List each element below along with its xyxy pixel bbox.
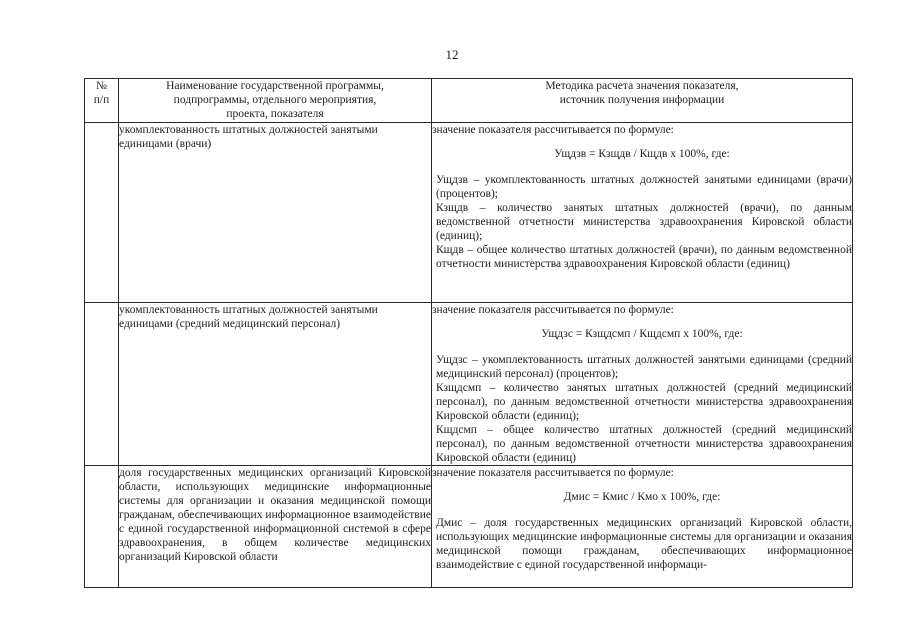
method-description	[432, 353, 852, 465]
indicator-name: доля государственных медицинских организаций Кировской области, использующих медицинские информационные системы для организации и оказания медицинской помощи гражданам, обеспечивающих информационное взаимодействие с единой государственной информационной системой в сфере здравоохранения, в общем количестве медицинских организаций Кировской области	[119, 467, 431, 563]
method-formula: Ущдзс = Кзщдсмп / Кщдсмп х 100%, где:	[541, 328, 743, 340]
method-intro: значение показателя рассчитывается по формуле:	[432, 467, 674, 479]
header-name	[119, 79, 432, 123]
row-number	[85, 123, 119, 303]
header-number	[85, 79, 119, 123]
page-number: 12	[445, 47, 459, 62]
row-number	[85, 466, 119, 588]
table-row	[85, 123, 853, 303]
indicator-name: укомплектованность штатных должностей занятыми единицами (средний медицинский персонал)	[119, 304, 378, 330]
description-line: Ущдзв – укомплектованность штатных должностей занятыми единицами (врачи) (процентов);	[436, 174, 852, 200]
description-line: Дмис – доля государственных медицинских организаций Кировской области, использующих медицинские информационные системы для организации и оказания медицинской помощи гражданам, обеспечивающих информационное взаимодействие с единой государственной информаци-	[436, 517, 852, 571]
header-method	[432, 79, 853, 123]
description-line: Кщдв – общее количество штатных должностей (врачи), по данным ведомственной отчетности министерства здравоохранения Кировской области (единиц)	[436, 244, 852, 270]
description-line: Кзщдсмп – количество занятых штатных должностей (средний медицинский персонал), по данным ведомственной отчетности министерства здравоохранения Кировской области (единиц);	[436, 382, 852, 422]
header-name-line: проекта, показателя	[226, 108, 324, 120]
indicator-name: укомплектованность штатных должностей занятыми единицами (врачи)	[119, 124, 378, 150]
method-intro: значение показателя рассчитывается по формуле:	[432, 124, 674, 136]
indicator-name-cell	[119, 303, 432, 466]
method-cell	[432, 466, 853, 588]
header-number-line: п/п	[93, 94, 110, 106]
header-method-line: Методика расчета значения показателя,	[545, 80, 739, 92]
header-number-line: №	[96, 80, 107, 92]
table-header-row	[85, 79, 853, 123]
indicator-table	[84, 78, 853, 588]
header-method-line: источник получения информации	[559, 94, 725, 106]
method-cell	[432, 123, 853, 303]
description-line: Кщдсмп – общее количество штатных должностей (средний медицинский персонал), по данным ведомственной отчетности министерства здравоохранения Кировской области (единиц)	[436, 424, 852, 464]
method-cell	[432, 303, 853, 466]
method-intro: значение показателя рассчитывается по формуле:	[432, 304, 674, 316]
method-description	[432, 173, 852, 271]
table-row	[85, 466, 853, 588]
row-number	[85, 303, 119, 466]
table-row	[85, 303, 853, 466]
indicator-name-cell	[119, 466, 432, 588]
header-name-line: подпрограммы, отдельного мероприятия,	[173, 94, 377, 106]
method-formula: Ущдзв = Кзщдв / Кщдв х 100%, где:	[554, 148, 730, 160]
description-line: Ущдзс – укомплектованность штатных должностей занятыми единицами (средний медицинский персонал) (процентов);	[436, 354, 852, 380]
method-formula: Дмис = Кмис / Кмо х 100%, где:	[563, 491, 721, 503]
indicator-name-cell	[119, 123, 432, 303]
method-description	[432, 516, 852, 572]
description-line: Кзщдв – количество занятых штатных должностей (врачи), по данным ведомственной отчетности министерства здравоохранения Кировской области (единиц);	[436, 202, 852, 242]
header-name-line: Наименование государственной программы,	[166, 80, 384, 92]
